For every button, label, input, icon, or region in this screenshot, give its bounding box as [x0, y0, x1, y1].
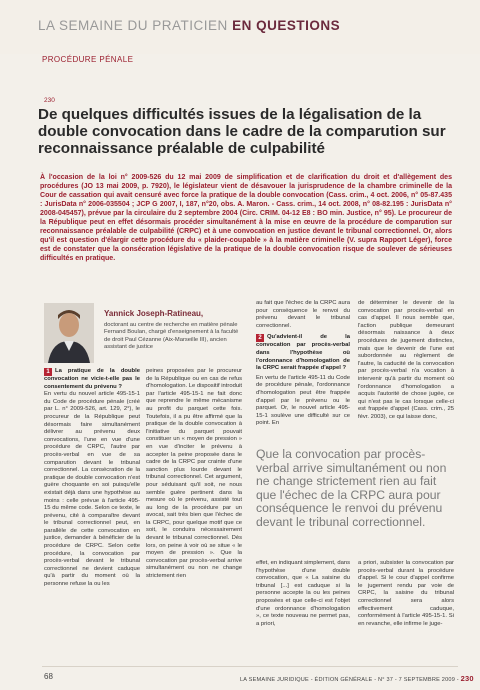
running-header [38, 18, 340, 33]
header-title-light: LA SEMAINE DU PRATICIEN [38, 18, 228, 33]
page-number-left: 68 [44, 672, 53, 681]
footer-journal [240, 674, 474, 683]
author-description: doctorant au centre de recherche en matière pénale Fernand Boulan, chargé d'enseignement à la faculté de droit Paul Cézanne (Aix-Marseille III), ancien assistant de justice [104, 322, 239, 351]
article-title: De quelques difficultés issues de la légalisation de la double convocation dans le cadre de la comparution sur reconnaissance préalable de culpabilité [38, 106, 446, 157]
page-number-right: 230 [460, 674, 474, 683]
column-3-top [256, 300, 350, 428]
journal-name: LA SEMAINE JURIDIQUE - ÉDITION GÉNÉRALE - N° 37 - 7 SEPTEMBRE 2009 - [240, 677, 459, 683]
question-2-number: 2 [256, 334, 264, 342]
column-4-bottom: a priori, subsister la convocation par procès-verbal durant la procédure d'appel. Si le cour d'appel confirme le jugement rendu par voie de CRPC, la saisine du tribunal correctionnel sera alors effectivement caduque, conformément à l'article 495-15-1. Si en revanche, elle infirme le juge- [358, 560, 454, 627]
question-2-title: Qu'advient-il de la convocation par procès-verbal dans l'hypothèse où l'ordonnance d'homologation de la CRPC serait frappée d'appel ? [256, 334, 350, 372]
question-1-title: La pratique de la double convocation ne vicie-t-elle pas le consentement du prévenu ? [44, 368, 140, 390]
column-3-top-text: au fait que l'échec de la CRPC aura pour conséquence le renvoi du prévenu devant le tribunal correctionnel. [256, 300, 350, 329]
author-name: Yannick Joseph-Ratineau, [104, 309, 204, 318]
column-3-bottom: effet, en indiquant simplement, dans l'hypothèse d'une double convocation, que « La saisine du tribunal [...] est caduque si la personne accepte la ou les peines proposées et que celle-ci est l'objet d'une ordonnance d'homologation », ce texte nouveau ne permet pas, a priori, [256, 560, 350, 627]
column-1 [44, 368, 140, 589]
pull-quote: Que la convocation par procès-verbal arrive simultanément ou non ne change strictement rien au fait que l'échec de la CRPC aura pour conséquence le renvoi du prévenu devant le tribunal correctionnel. [256, 447, 447, 529]
column-2-text: peines proposées par le procureur de la République ou en cas de refus d'homologation. Le dispositif introduit par l'article 495-15-1 ne fait donc que reprendre le même mécanisme au profit du parquet cette fois. Toutefois, il a pu être affirmé que la pratique de la double convocation à l'initiative du parquet pouvait constituer un « moyen de pression » en vue d'inciter le prévenu à accepter la peine proposée dans le cadre de la CRPC par crainte d'une sanction plus lourde devant le tribunal correctionnel. Cet argument, pour séduisant qu'il soit, ne nous semble guère pertinent dans la mesure où le prévenu, assisté tout au long de la procédure par un avocat, sait très bien que l'échec de la CRPC, pour quelque motif que ce soit, le conduira nécessairement devant le tribunal correctionnel. Dès lors, on peine à voir où se situe « le moyen de pression ». Que la convocation par procès-verbal arrive simultanément ou non ne change strictement rien [146, 368, 242, 580]
column-3-text: En vertu de l'article 495-11 du Code de procédure pénale, l'ordonnance d'homologation peut être frappée d'appel par le prévenu ou le parquet. Or, le nouvel article 495-15-1 soulève une difficulté sur ce point. En [256, 374, 350, 427]
section-label: PROCÉDURE PÉNALE [42, 55, 134, 64]
column-1-text: En vertu du nouvel article 495-15-1 du Code de procédure pénale (créé par L. n° 2009-526, art. 129, 2°), le procureur de la République peut désormais faire simultanément délivrer au prévenu deux convocations, l'une en vue d'une procédure de CRPC, l'autre par procès-verbal en vue de sa comparution devant le tribunal correctionnel. La consécration de la pratique de double convocation n'est guère choquante en soi puisqu'elle existait déjà dans une hypothèse au moins : celle prévue à l'article 495-15 du même code. Selon ce texte, le prévenu, cité à comparaître devant le tribunal correctionnel peut, en parallèle de cette convocation en justice, demander à bénéficier de la procédure de CRPC. Selon cette procédure, la convocation par procès-verbal devant le tribunal correctionnel ne devient caduque qu'à partir du moment où la personne refuse la ou les [44, 391, 140, 588]
footer-divider [42, 666, 458, 667]
article-intro: À l'occasion de la loi n° 2009-526 du 12 mai 2009 de simplification et de clarification du droit et d'allègement des procédures (JO 13 mai 2009, p. 7920), le législateur vient de désavouer la jurisprudence de la chambre criminelle de la Cour de cassation qui avait censuré avec force la pratique de la double convocation (Cass. crim., 4 oct. 2006, n° 05-87.435 : JurisData n° 2006-035504 ; JCP G 2007, I, 187, n°20, obs. A. Maron. - Cass. crim., 14 oct. 2008, n° 08-82.195 : JurisData n° 2008-045457), prévue par la circulaire du 2 septembre 2004 (Circ. CRIM. 04-12 E8 : BO min. Justice, n° 95). Le procureur de la République peut en effet désormais procéder simultanément à la mise en œuvre de la procédure de comparution sur reconnaissance préalable de culpabilité (CRPC) et à une convocation en justice devant le tribunal correctionnel. Or, alors qu'il est question d'élargir cette procédure du « plaider-coupable » à la matière criminelle (V. supra Rapport Léger), force est de constater que la consécration législative de la pratique de la double convocation risque de soulever de sérieuses difficultés en pratique. [40, 174, 452, 263]
author-photo [44, 303, 94, 363]
header-title-bold: EN QUESTIONS [232, 18, 341, 33]
question-1-number: 1 [44, 368, 52, 376]
column-4-top: de déterminer le devenir de la convocation par procès-verbal en cas d'appel. Il nous semble que, l'action publique demeurant désormais naissance à deux procédures de jugement distinctes, mais que le devenir de l'une est subordonnée au règlement de l'autre, la caducité de la convocation par procès-verbal n'a vocation à intervenir qu'à partir du moment où l'ordonnance d'homologation a acquis l'autorité de chose jugée, ce qui n'est pas le cas lorsque celle-ci est frappée d'appel (Cass. crim., 25 févr. 2003), ce qui laisse donc, [358, 300, 454, 420]
article-number: 230 [44, 97, 55, 104]
